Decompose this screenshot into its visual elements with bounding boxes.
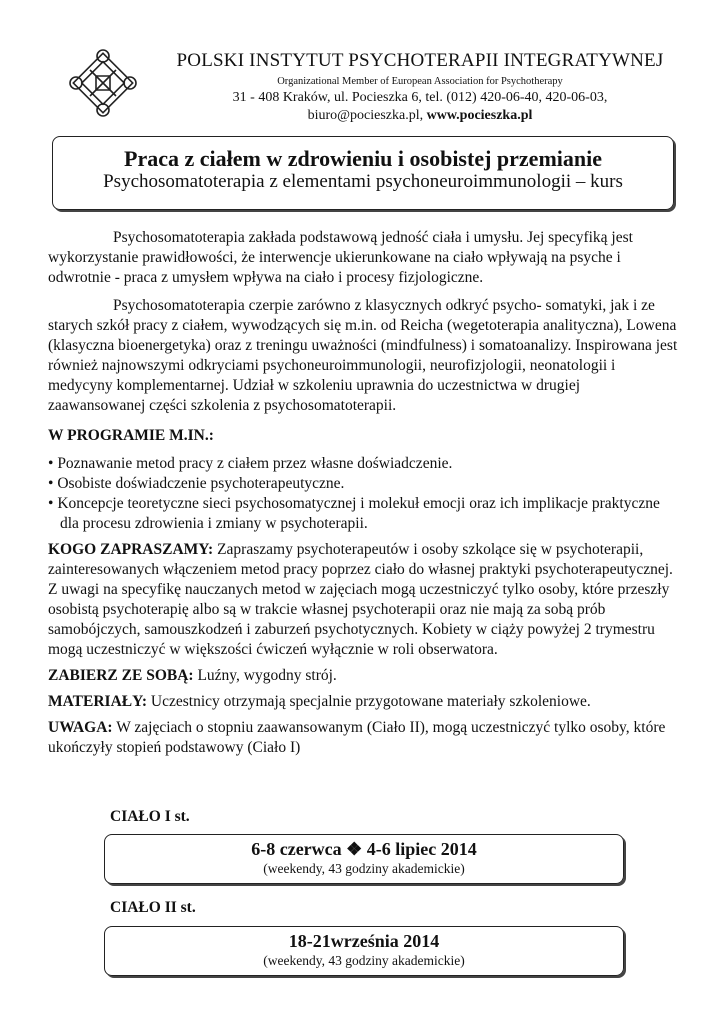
celtic-knot-logo (68, 48, 138, 118)
course-subtitle: Psychosomatoterapia z elementami psychoneuroimmunologii – kurs (103, 171, 623, 192)
note-section (48, 718, 678, 758)
invite-text: Zapraszamy psychoterapeutów i osoby szkolące się w psychoterapii, zainteresowanych włączeniem metod pracy poprzez ciało do własnej praktyki psychoterapeutycznej. Z uwagi na specyfikę nauczanych metod w zajęciach mogą uczestniczyć tylko osoby, które przeszły osobistą psychoterapię albo są w trakcie własnej psychoterapii oraz nie mają za sobą prób samobójczych, samouszkodzeń i zaburzeń psychotycznych. Kobiety w ciąży powyżej 2 trymestru mogą uczestniczyć w większości ćwiczeń wyłącznie w roli obserwatora. (48, 541, 673, 658)
list-item: • Poznawanie metod pracy z ciałem przez własne doświadczenie. (48, 454, 678, 474)
invite-label: KOGO ZAPRASZAMY: (48, 541, 214, 558)
program-heading: W PROGRAMIE M.IN.: (48, 427, 214, 444)
bring-label: ZABIERZ ZE SOBĄ: (48, 667, 194, 684)
bring-text: Luźny, wygodny strój. (193, 667, 337, 684)
level-1-dates-box (104, 834, 624, 884)
contact-line (150, 107, 690, 125)
materials-section (48, 692, 678, 712)
intro-paragraph-2: Psychosomatoterapia czerpie zarówno z klasycznych odkryć psycho- somatyki, jak i ze starych szkół pracy z ciałem, wywodzących się m.in. od Reicha (wegetoterapia analityczna), Lowena (klasyczna bioenergetyka) oraz z treningu uważności (mindfulness) i somatoanalizy. Inspirowana jest również najnowszymi odkryciami psychoneuroimmunologii, neurofizjologii, neonatologii i medycyny komplementarnej. Udział w szkoleniu uprawnia do uczestnictwa w drugiej zaawansowanej części szkolenia z psychosomatoterapii. (48, 297, 678, 414)
address-line: 31 - 408 Kraków, ul. Pocieszka 6, tel. (012) 420-06-40, 420-06-03, (232, 90, 608, 105)
course-title: Praca z ciałem w zdrowieniu i osobistej przemianie (124, 146, 602, 171)
list-item: • Osobiste doświadczenie psychoterapeutyczne. (48, 474, 678, 494)
materials-label: MATERIAŁY: (48, 693, 148, 710)
note-label: UWAGA: (48, 719, 113, 736)
materials-text: Uczestnicy otrzymają specjalnie przygotowane materiały szkoleniowe. (147, 693, 591, 710)
institute-name: POLSKI INSTYTUT PSYCHOTERAPII INTEGRATYWNEJ (176, 50, 664, 71)
level-1-dates: 6-8 czerwca ❖ 4-6 lipiec 2014 (251, 839, 477, 859)
list-item: • Koncepcje teoretyczne sieci psychosomatycznej i molekuł emocji oraz ich implikacje praktyczne dla procesu zdrowienia i zmiany w psychoterapii. (48, 494, 678, 534)
level-2-label: CIAŁO II st. (110, 899, 196, 916)
course-title-box (52, 136, 674, 210)
level-2-dates: 18-21września 2014 (288, 931, 440, 951)
invite-section (48, 540, 678, 660)
institute-header (150, 50, 690, 125)
level-2-hours: (weekendy, 43 godziny akademickie) (263, 953, 465, 968)
email-text: biuro@pocieszka.pl, (307, 108, 427, 123)
level-1-label: CIAŁO I st. (110, 808, 190, 825)
bring-section (48, 666, 678, 686)
website-link[interactable]: www.pocieszka.pl (426, 108, 533, 123)
course-description (48, 228, 678, 758)
level-1-hours: (weekendy, 43 godziny akademickie) (263, 861, 465, 876)
program-list (48, 454, 678, 534)
intro-paragraph-1: Psychosomatoterapia zakłada podstawową jedność ciała i umysłu. Jej specyfiką jest wykorzystanie prawidłowości, że interwencje ukierunkowane na ciało wpływają na psyche i odwrotnie - praca z umysłem wpływa na ciało i procesy fizjologiczne. (48, 229, 633, 286)
note-text: W zajęciach o stopniu zaawansowanym (Ciało II), mogą uczestniczyć tylko osoby, które ukończyły stopień podstawowy (Ciało I) (48, 719, 666, 756)
membership-line: Organizational Member of European Association for Psychotherapy (277, 76, 563, 87)
level-2-dates-box (104, 926, 624, 976)
